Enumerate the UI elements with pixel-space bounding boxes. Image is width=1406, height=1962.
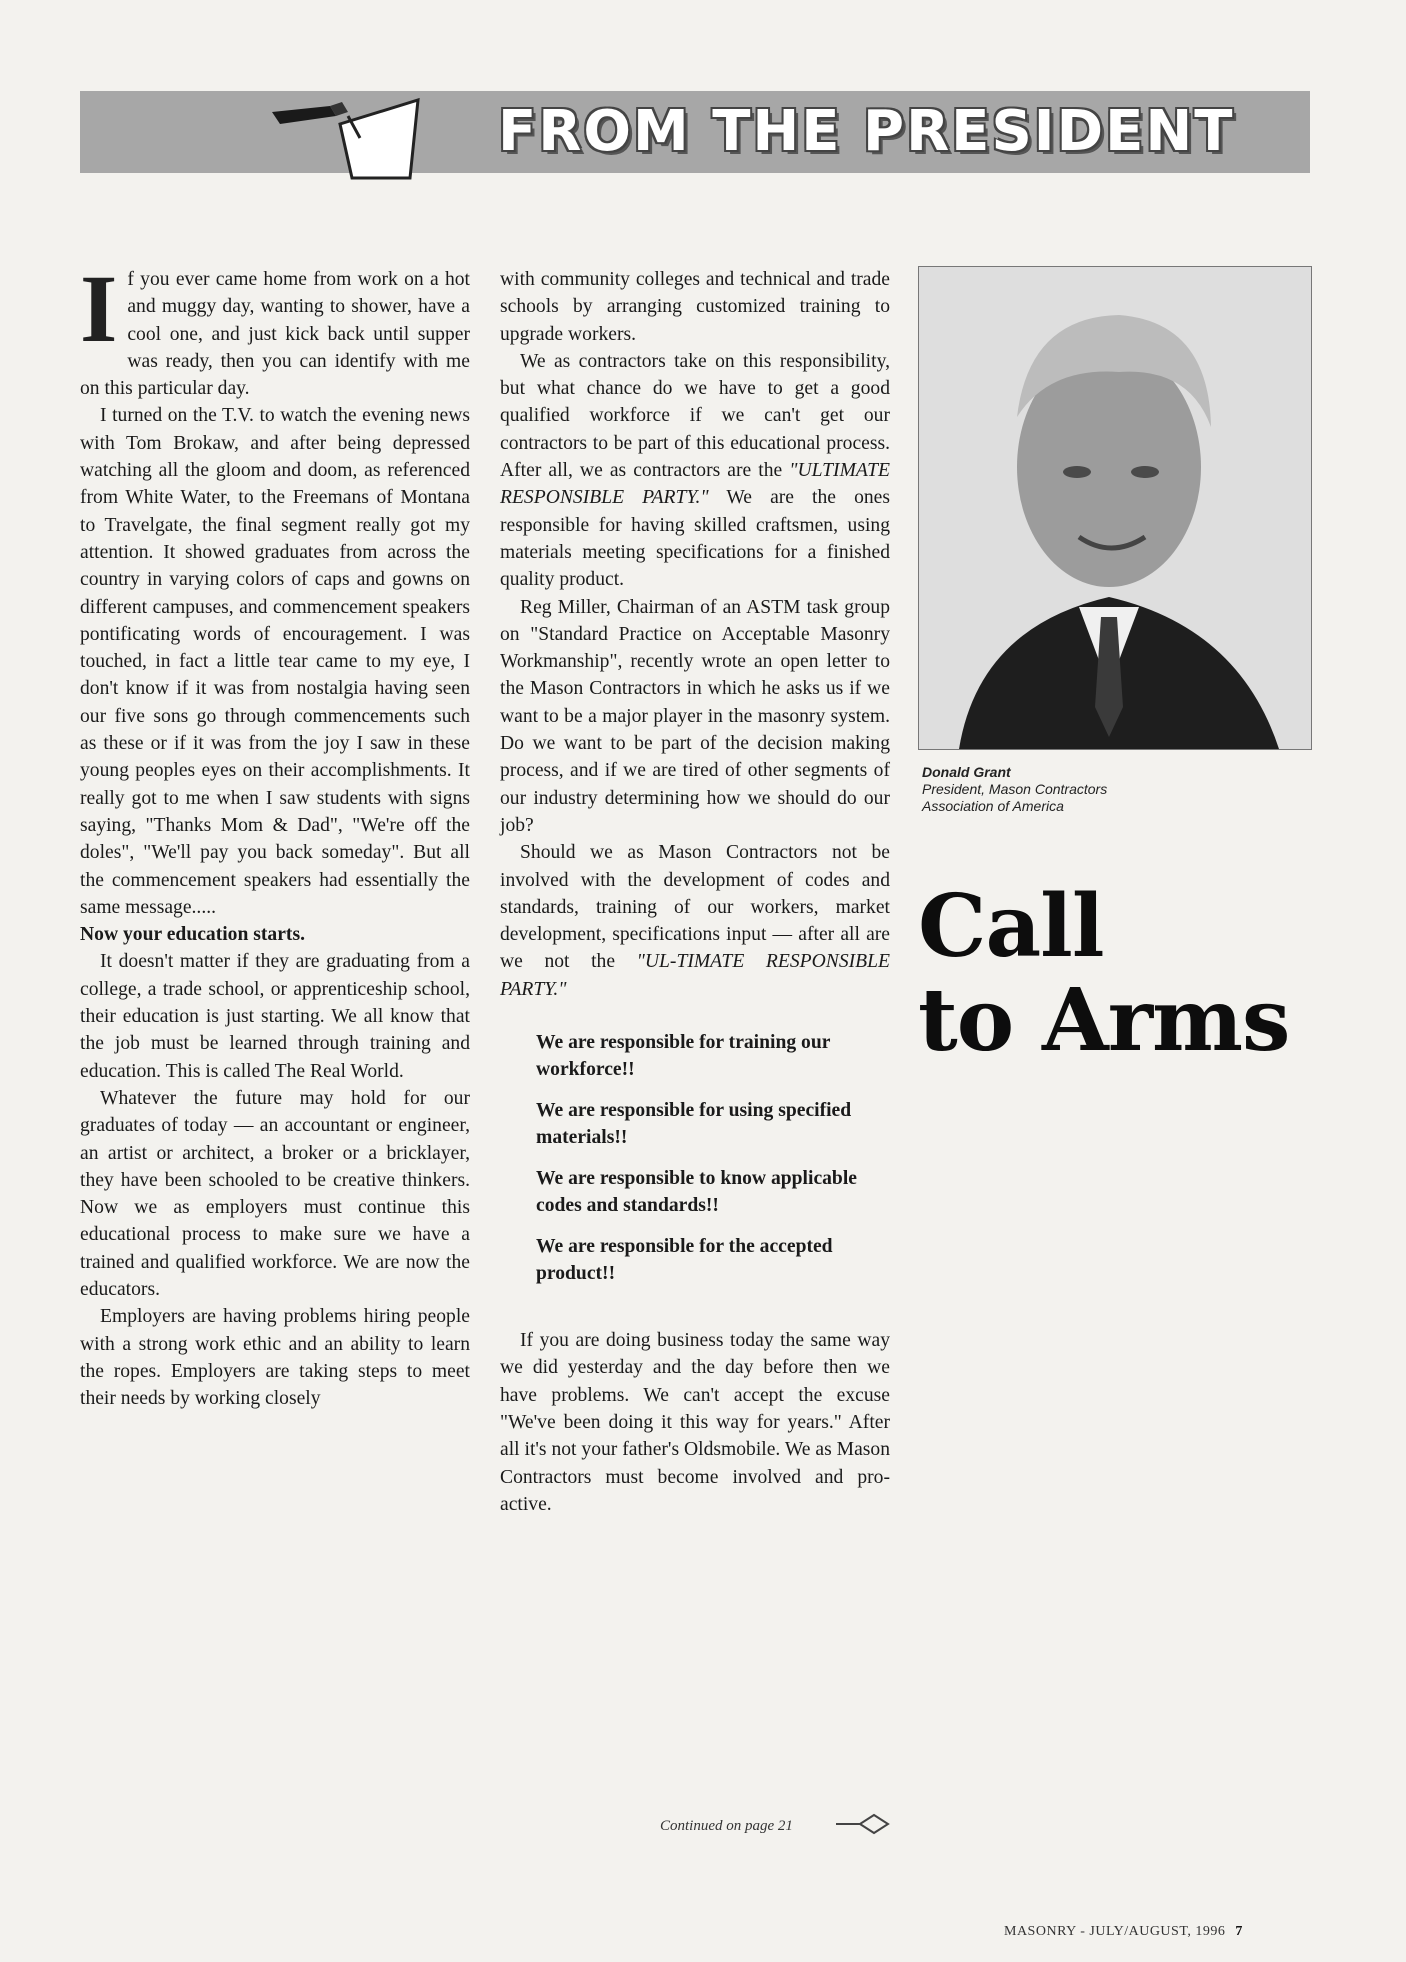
paragraph: Reg Miller, Chairman of an ASTM task group on "Standard Practice on Acceptable Masonry Workmanship", recently wrote an open letter to the Mason Contractors in which he asks us if we want to be a major player in the masonry system. Do we want to be part of the decision making process, and if we are tired of other segments of our industry determining how we should do our job? xyxy=(500,596,890,836)
list-item: We are responsible to know applicable codes and standards!! xyxy=(536,1168,857,1217)
headline-line: to Arms xyxy=(918,970,1290,1071)
arrow-right-icon xyxy=(834,1812,890,1836)
paragraph: with community colleges and technical and trade schools by arranging customized training to upgrade workers. xyxy=(500,269,890,345)
headline xyxy=(918,876,1290,1071)
paragraph: Should we as Mason Contractors not be involved with the development of codes and standards, training of our workers, market development, specifications input — after all are we not the "UL-TIMATE RESPONSIBLE PARTY." xyxy=(500,842,890,1000)
page-footer xyxy=(1004,1924,1243,1940)
continued-note: Continued on page 21 xyxy=(660,1818,793,1834)
responsibility-list xyxy=(536,1029,890,1287)
paragraph: If you are doing business today the same way we did yesterday and the day before then we have problems. We can't accept the excuse "We've been doing it this way for years." After all it's not your father's Oldsmobile. We as Mason Contractors must become involved and pro-active. xyxy=(500,1330,890,1515)
portrait-image xyxy=(919,267,1311,749)
page-number: 7 xyxy=(1235,1924,1243,1939)
caption-title: Association of America xyxy=(922,798,1064,814)
list-item: We are responsible for using specified materials!! xyxy=(536,1100,852,1149)
paragraph: It doesn't matter if they are graduating from a college, a trade school, or apprenticeship school, their education is just starting. We all know that the job must be learned through training and education. This is called The Real World. xyxy=(80,951,470,1082)
caption-title: President, Mason Contractors xyxy=(922,781,1108,797)
article-column-2 xyxy=(500,266,890,1518)
drop-cap: I xyxy=(80,255,118,362)
list-item: We are responsible for the accepted product!! xyxy=(536,1236,833,1285)
emphasis-line: Now your education starts. xyxy=(80,924,305,946)
headline-line: Call xyxy=(918,876,1104,977)
article-column-1 xyxy=(80,255,470,1412)
president-photo xyxy=(918,266,1312,750)
paragraph: Whatever the future may hold for our graduates of today — an accountant or engineer, an artist or architect, a broker or a bricklayer, they have been schooled to be creative thinkers. Now we as employers must continue this educational process to make sure we have a trained and qualified workforce. We are now the educators. xyxy=(80,1087,470,1300)
paragraph: If you ever came home from work on a hot and muggy day, wanting to shower, have a cool one, and just kick back until supper was ready, then you can identify with me on this particular day. xyxy=(80,255,470,400)
paragraph: Employers are having problems hiring people with a strong work ethic and an ability to learn the ropes. Employers are taking steps to meet their needs by working closely xyxy=(80,1306,470,1410)
section-title: FROM THE PRESIDENT xyxy=(498,99,1235,164)
caption-name: Donald Grant xyxy=(922,764,1011,780)
paragraph: We as contractors take on this responsibility, but what chance do we have to get a good qualified workforce if we can't get our contractors to be part of this educational process. After all, we as contractors are the "ULTIMATE RESPONSIBLE PARTY." We are the ones responsible for having skilled craftsmen, using materials meeting specifications for a finished quality product. xyxy=(500,350,890,591)
section-banner xyxy=(80,91,1310,173)
trowel-icon xyxy=(270,94,420,180)
list-item: We are responsible for training our workforce!! xyxy=(536,1032,831,1081)
publication-info: MASONRY - JULY/AUGUST, 1996 xyxy=(1004,1924,1226,1939)
paragraph: I turned on the T.V. to watch the evening news with Tom Brokaw, and after being depressed watching all the gloom and doom, as referenced from White Water, to the Freemans of Montana to Travelgate, the final segment really got my attention. It showed graduates from across the country in varying colors of caps and gowns on different campuses, and commencement speakers pontificating words of encouragement. I was touched, in fact a little tear came to my eye, I don't know if it was from nostalgia having seen our five sons go through commencements such as these or if it was from the joy I saw in these young peoples eyes on their accomplishments. It really got to me when I saw students with signs saying, "Thanks Mom & Dad", "We're off the doles", "We'll pay you back someday". But all the commencement speakers had essentially the same message..... Now your education starts. xyxy=(80,405,470,946)
photo-caption xyxy=(922,764,1107,815)
